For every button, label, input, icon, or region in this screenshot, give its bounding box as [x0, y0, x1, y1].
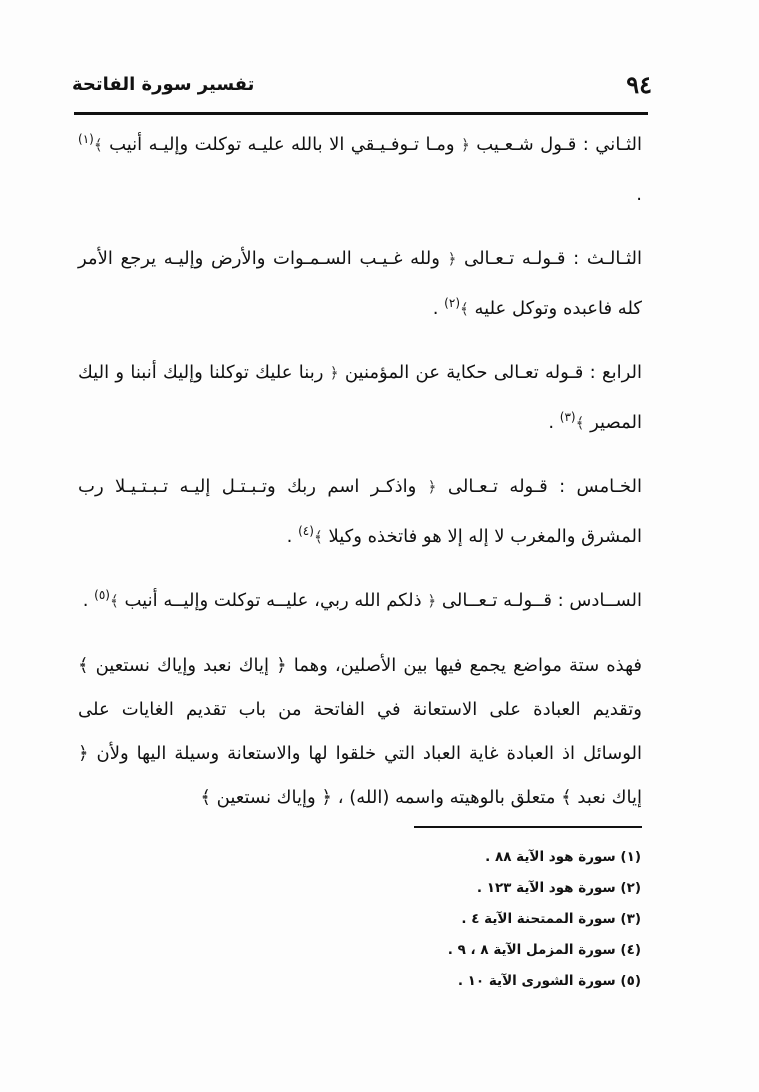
paragraph-end: . — [82, 590, 95, 611]
footnote-ref[interactable]: (٢) — [444, 296, 460, 310]
body-text — [78, 120, 642, 834]
footnote-item: (٣) سورة الممتحنة الآية ٤ . — [461, 911, 641, 927]
paragraph-lead: الثـالـث : قـولـه تـعـالى — [456, 248, 642, 269]
closing-paragraph: فهذه ستة مواضع يجمع فيها بين الأصلين، وهما ﴿ إياك نعبد وإياك نستعين ﴾ وتقديم العبادة على الاستعانة في الفاتحة من باب تقديم الغايات على الوسائل اذ العبادة غاية العباد التي خلقوا لها والاستعانة وسيلة اليها ولأن ﴿ إياك نعبد ﴾ متعلق بالوهيته واسمه (الله) ، ﴿ وإياك نستعين ﴾ — [78, 655, 642, 808]
paragraph-end: . — [548, 412, 560, 433]
quran-quote: ذلكم الله ربي، عليــه توكلت وإليــه أنيب — [118, 590, 428, 611]
footnote-item: (١) سورة هود الآية ٨٨ . — [485, 849, 641, 865]
paragraph-sixth — [78, 576, 642, 626]
quran-close-bracket: ﴾ — [109, 592, 119, 610]
paragraph-lead: الســادس : قــولـه تـعــالى — [436, 590, 642, 611]
footnote-rule — [414, 826, 642, 828]
quran-close-bracket: ﴾ — [313, 528, 323, 546]
quran-quote: ومـا تـوفـيـقي الا بالله عليـه توكلت وإليـه أنيب — [102, 134, 462, 155]
footnote-ref[interactable]: (٤) — [298, 524, 314, 538]
paragraph-end: . — [636, 184, 642, 205]
quran-open-bracket: ﴿ — [427, 592, 437, 610]
quran-open-bracket: ﴿ — [461, 136, 470, 154]
footnotes-list — [300, 842, 641, 997]
paragraph-end: . — [432, 298, 445, 319]
paragraph-fifth — [78, 462, 642, 562]
header-rule — [74, 112, 648, 115]
quran-close-bracket: ﴾ — [93, 136, 103, 154]
page-number: ٩٤ — [626, 70, 652, 99]
quran-open-bracket: ﴿ — [427, 478, 437, 496]
quran-close-bracket: ﴾ — [575, 414, 585, 432]
paragraph-lead: الرابع : قـوله تعـالى حكاية عن المؤمنين — [338, 362, 643, 383]
quran-quote: واذكـر اسم ربك وتـبـتـل إليـه تـبـتـيـلا رب المشرق والمغرب لا إله إلا هو فاتخذه وكيلا — [78, 476, 642, 547]
footnote-item: (٤) سورة المزمل الآية ٨ ، ٩ . — [447, 942, 641, 958]
quran-open-bracket: ﴿ — [329, 364, 339, 382]
footnote-item: (٥) سورة الشورى الآية ١٠ . — [457, 973, 641, 989]
paragraph-end: . — [286, 526, 299, 547]
quran-quote: ولله غـيـب السـمـوات والأرض وإليـه يرجع الأمر كله فاعبده وتوكل عليه — [78, 248, 642, 319]
quran-close-bracket: ﴾ — [460, 300, 469, 318]
running-title: تفسير سورة الفاتحة — [72, 74, 255, 95]
paragraph-third — [78, 234, 642, 334]
quran-open-bracket: ﴿ — [447, 250, 457, 268]
footnote-ref[interactable]: (١) — [78, 132, 94, 146]
page-header — [72, 68, 652, 108]
paragraph-fourth — [78, 348, 642, 448]
quran-quote: ربنا عليك توكلنا وإليك أنبنا و اليك المصير — [78, 362, 642, 433]
footnote-ref[interactable]: (٣) — [559, 410, 576, 424]
footnote-item: (٢) سورة هود الآية ١٢٣ . — [476, 880, 641, 896]
footnote-ref[interactable]: (٥) — [94, 588, 110, 602]
paragraph-second — [78, 120, 642, 220]
paragraph-lead: الثـاني : قـول شـعـيب — [469, 134, 642, 155]
paragraph-lead: الخـامس : قـوله تـعـالى — [436, 476, 642, 497]
